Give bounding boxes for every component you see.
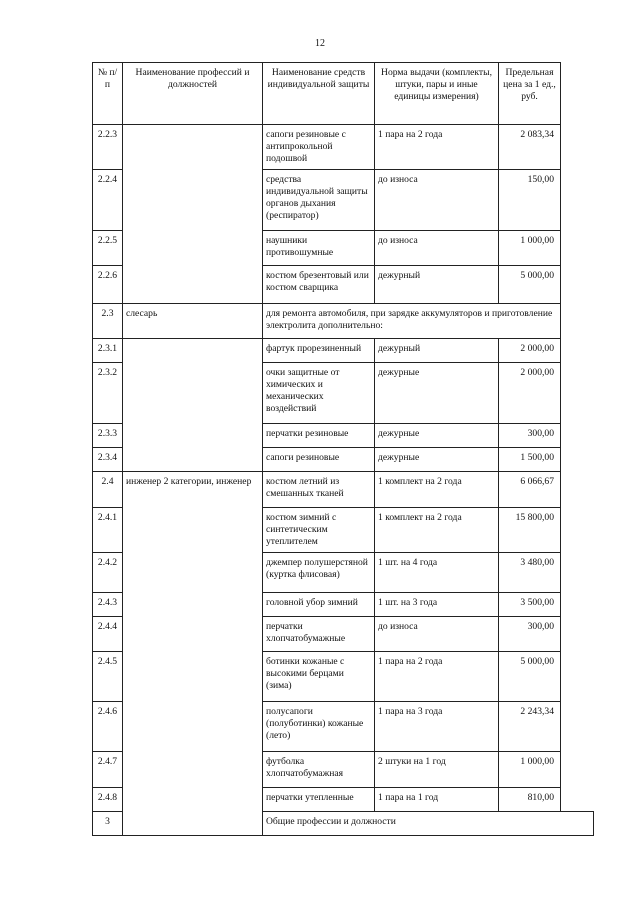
max-price: 300,00 xyxy=(499,617,561,652)
issue-norm: до износа xyxy=(375,231,499,266)
section-title: Общие профессии и должности xyxy=(263,812,594,836)
max-price: 2 243,34 xyxy=(499,702,561,752)
ppe-item: наушники противошумные xyxy=(263,231,375,266)
issue-norm: дежурный xyxy=(375,266,499,304)
issue-norm: дежурные xyxy=(375,363,499,424)
row-number: 2.2.3 xyxy=(93,125,123,170)
row-number: 2.4.6 xyxy=(93,702,123,752)
row-number: 2.3 xyxy=(93,304,123,339)
profession-name: слесарь xyxy=(123,304,263,339)
profession-name: инженер 2 категории, инженер xyxy=(123,472,263,836)
row-number: 2.4.8 xyxy=(93,788,123,812)
issue-norm: до износа xyxy=(375,170,499,231)
ppe-item: джемпер полушерстяной (куртка флисовая) xyxy=(263,553,375,593)
row-number: 2.2.5 xyxy=(93,231,123,266)
max-price: 150,00 xyxy=(499,170,561,231)
issue-norm: 1 пара на 1 год xyxy=(375,788,499,812)
issue-norm: 1 шт. на 4 года xyxy=(375,553,499,593)
row-number: 2.2.6 xyxy=(93,266,123,304)
header-number: № п/п xyxy=(93,63,123,125)
ppe-item: перчатки резиновые xyxy=(263,424,375,448)
table-row xyxy=(93,339,594,363)
issue-norm: 1 пара на 2 года xyxy=(375,125,499,170)
max-price: 3 500,00 xyxy=(499,593,561,617)
issue-norm: дежурные xyxy=(375,448,499,472)
table-row xyxy=(93,472,594,508)
ppe-item: сапоги резиновые с антипрокольной подошвой xyxy=(263,125,375,170)
ppe-item: перчатки утепленные xyxy=(263,788,375,812)
max-price: 5 000,00 xyxy=(499,652,561,702)
header-norm: Норма выдачи (комплекты, штуки, пары и иные единицы измерения) xyxy=(375,63,499,125)
profession-cell-empty xyxy=(123,339,263,472)
issue-norm: дежурный xyxy=(375,339,499,363)
issue-norm: 1 пара на 2 года xyxy=(375,652,499,702)
row-number: 2.4.7 xyxy=(93,752,123,788)
table-row xyxy=(93,125,594,170)
table-header xyxy=(93,63,594,125)
header-price: Предельная цена за 1 ед., руб. xyxy=(499,63,561,125)
issue-norm: 2 штуки на 1 год xyxy=(375,752,499,788)
row-number: 2.3.2 xyxy=(93,363,123,424)
ppe-item: сапоги резиновые xyxy=(263,448,375,472)
max-price: 15 800,00 xyxy=(499,508,561,553)
ppe-item: ботинки кожаные с высокими берцами (зима) xyxy=(263,652,375,702)
row-number: 2.4.5 xyxy=(93,652,123,702)
table-row xyxy=(93,304,594,339)
header-row xyxy=(93,63,594,125)
ppe-item: полусапоги (полуботинки) кожаные (лето) xyxy=(263,702,375,752)
row-number: 2.3.4 xyxy=(93,448,123,472)
max-price: 1 500,00 xyxy=(499,448,561,472)
max-price: 2 000,00 xyxy=(499,339,561,363)
issue-norm: до износа xyxy=(375,617,499,652)
row-note: для ремонта автомобиля, при зарядке аккумуляторов и приготовление электролита дополнительно: xyxy=(263,304,561,339)
ppe-item: очки защитные от химических и механических воздействий xyxy=(263,363,375,424)
ppe-item: костюм брезентовый или костюм сварщика xyxy=(263,266,375,304)
ppe-item: средства индивидуальной защиты органов дыхания (респиратор) xyxy=(263,170,375,231)
max-price: 3 480,00 xyxy=(499,553,561,593)
max-price: 300,00 xyxy=(499,424,561,448)
page-number: 12 xyxy=(315,38,325,49)
max-price: 2 000,00 xyxy=(499,363,561,424)
ppe-norms-table xyxy=(92,62,594,836)
row-number: 2.4.4 xyxy=(93,617,123,652)
issue-norm: 1 комплект на 2 года xyxy=(375,472,499,508)
ppe-item: футболка хлопчатобумажная xyxy=(263,752,375,788)
ppe-item: головной убор зимний xyxy=(263,593,375,617)
profession-cell-empty xyxy=(123,125,263,304)
header-ppe-item: Наименование средств индивидуальной защиты xyxy=(263,63,375,125)
issue-norm: 1 шт. на 3 года xyxy=(375,593,499,617)
issue-norm: 1 пара на 3 года xyxy=(375,702,499,752)
ppe-item: фартук прорезиненный xyxy=(263,339,375,363)
max-price: 2 083,34 xyxy=(499,125,561,170)
row-number: 2.4 xyxy=(93,472,123,508)
row-number: 2.3.1 xyxy=(93,339,123,363)
issue-norm: 1 комплект на 2 года xyxy=(375,508,499,553)
max-price: 6 066,67 xyxy=(499,472,561,508)
ppe-item: перчатки хлопчатобумажные xyxy=(263,617,375,652)
ppe-item: костюм летний из смешанных тканей xyxy=(263,472,375,508)
header-profession: Наименование профессий и должностей xyxy=(123,63,263,125)
row-number: 3 xyxy=(93,812,123,836)
row-number: 2.2.4 xyxy=(93,170,123,231)
row-number: 2.4.3 xyxy=(93,593,123,617)
row-number: 2.4.2 xyxy=(93,553,123,593)
row-number: 2.3.3 xyxy=(93,424,123,448)
max-price: 1 000,00 xyxy=(499,231,561,266)
row-number: 2.4.1 xyxy=(93,508,123,553)
max-price: 1 000,00 xyxy=(499,752,561,788)
issue-norm: дежурные xyxy=(375,424,499,448)
max-price: 810,00 xyxy=(499,788,561,812)
ppe-item: костюм зимний с синтетическим утеплителем xyxy=(263,508,375,553)
max-price: 5 000,00 xyxy=(499,266,561,304)
